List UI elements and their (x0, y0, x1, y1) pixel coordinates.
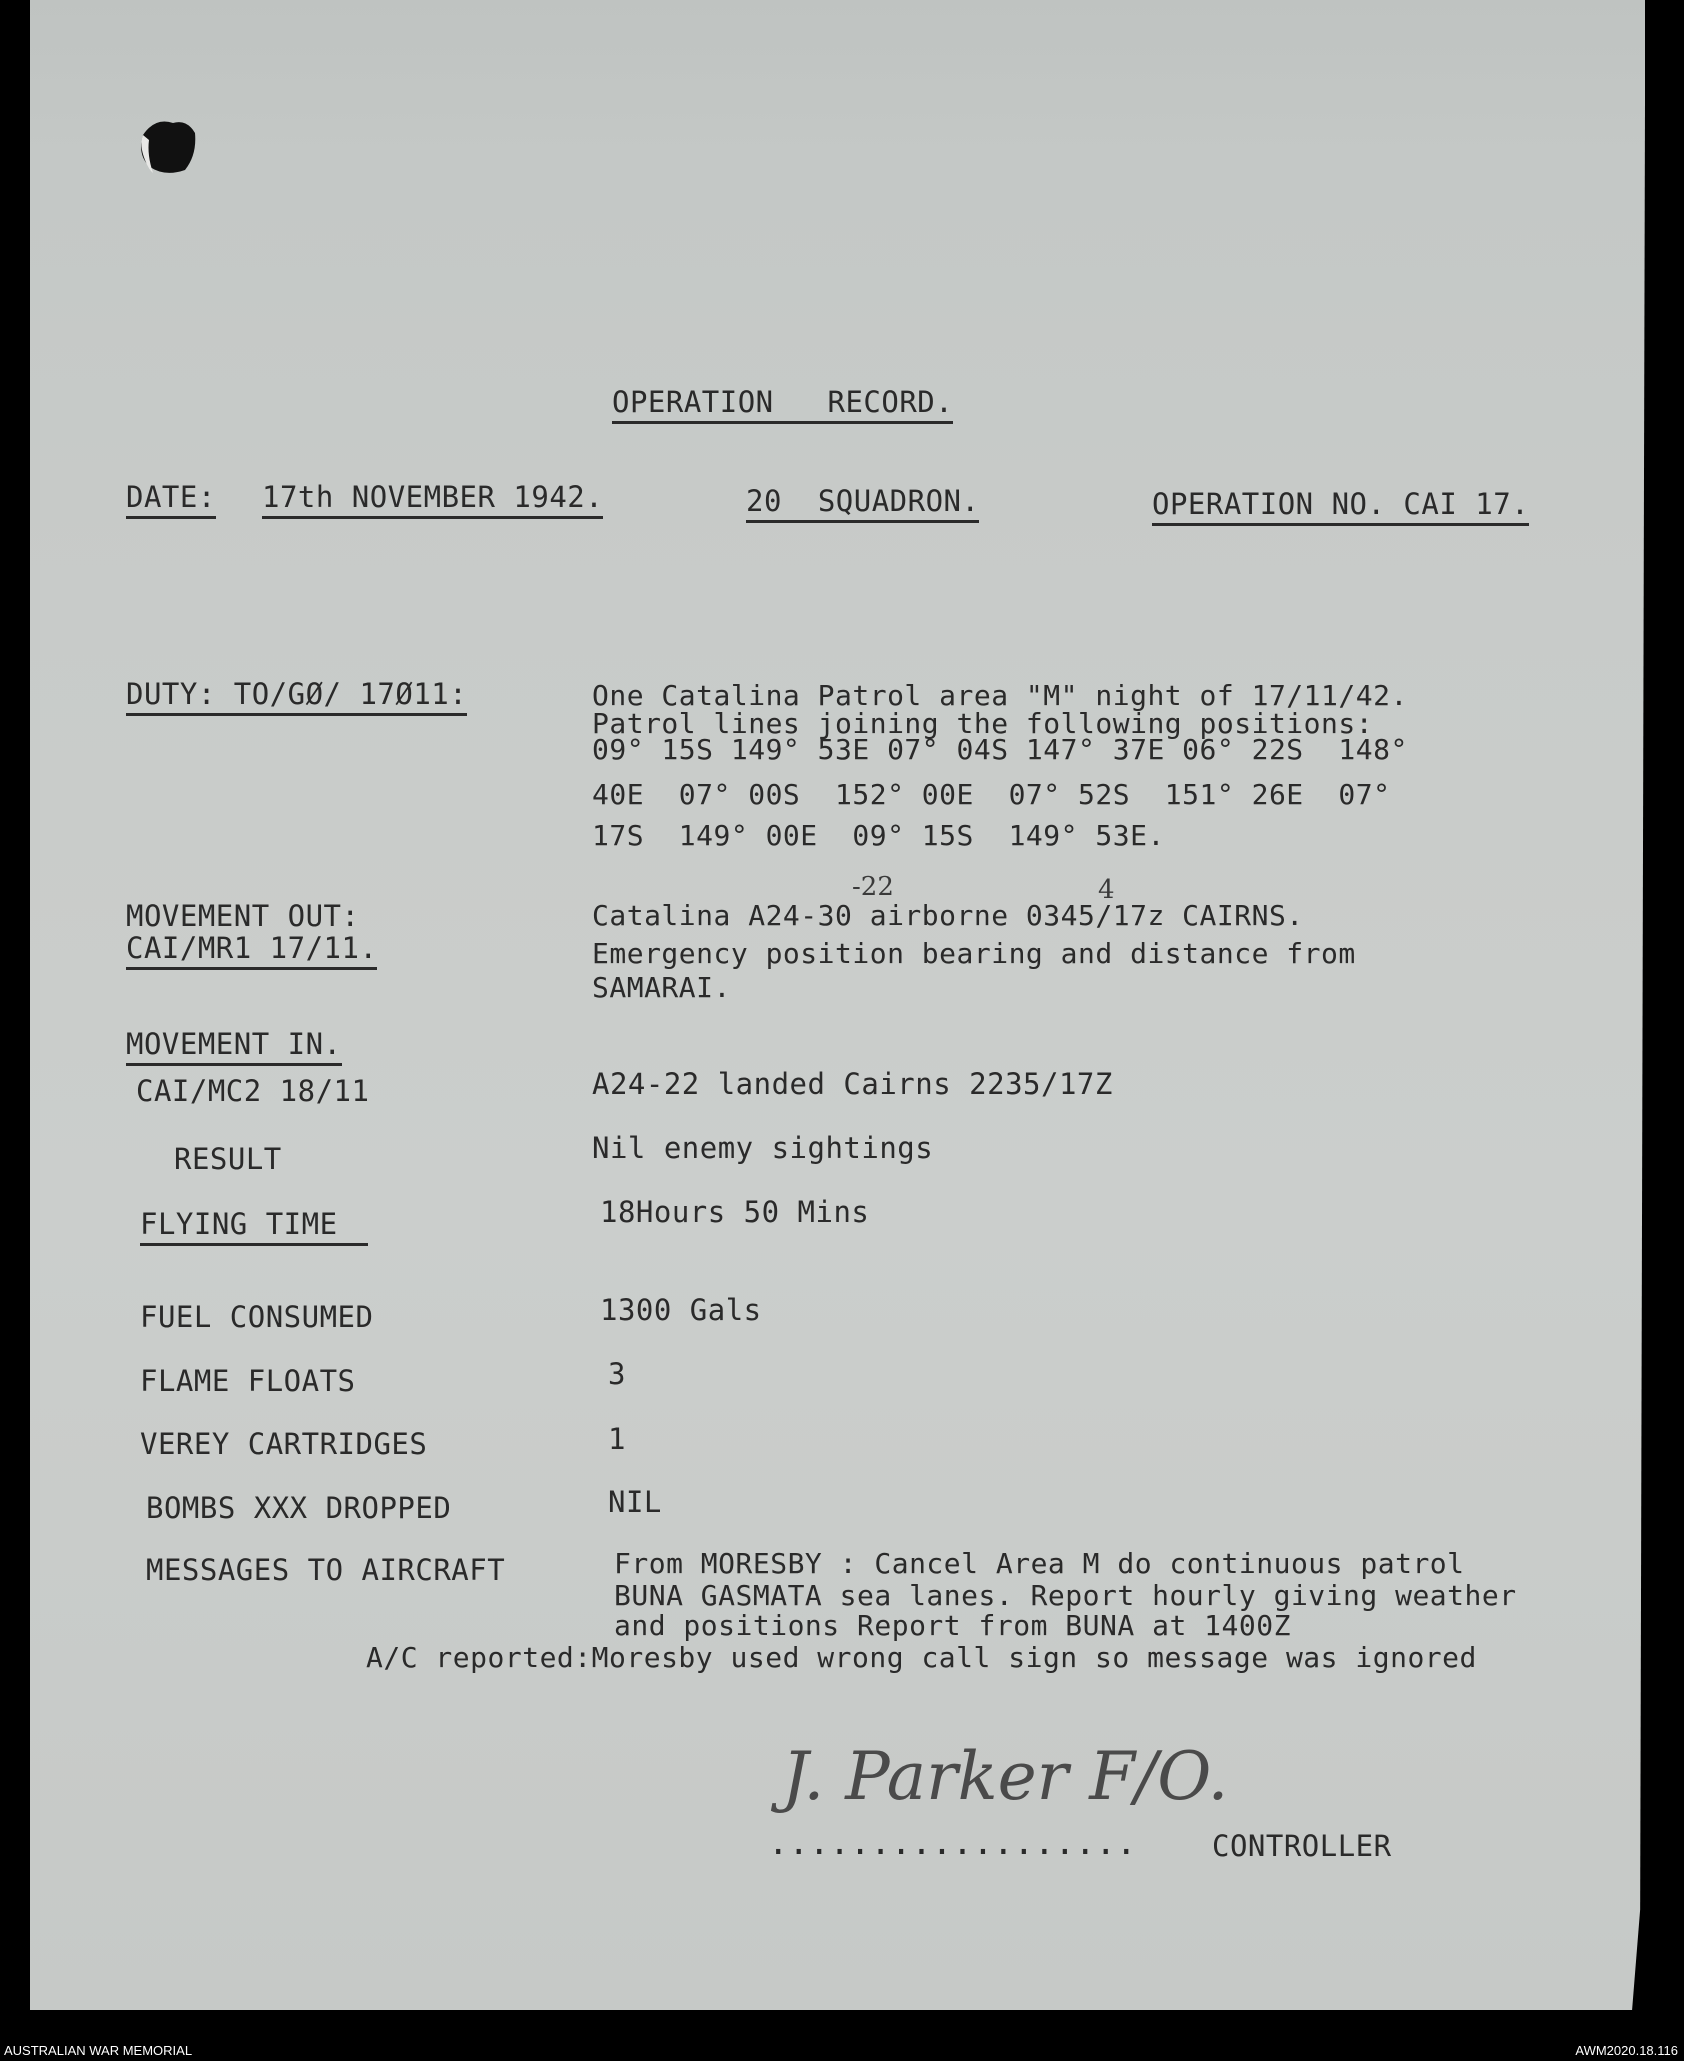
document-title: OPERATION RECORD. (612, 388, 953, 424)
document-page (30, 0, 1645, 2010)
duty-line-4: 40E 07° 00S 152° 00E 07° 52S 151° 26E 07° (592, 778, 1391, 811)
flying-time-label: FLYING TIME (140, 1210, 368, 1246)
bombs-dropped-label: BOMBS XXX DROPPED (146, 1491, 452, 1525)
movement-out-label: MOVEMENT OUT: (126, 899, 360, 933)
flame-floats-value: 3 (608, 1357, 626, 1391)
aircraft-reported-line: A/C reported:Moresby used wrong call sign so message was ignored (366, 1641, 1477, 1674)
messages-line-2: BUNA GASMATA sea lanes. Report hourly giving weather (614, 1579, 1517, 1612)
duty-line-5: 17S 149° 00E 09° 15S 149° 53E. (592, 819, 1165, 852)
squadron: 20 SQUADRON. (746, 487, 979, 523)
torn-hole (135, 115, 200, 180)
handwritten-signature: J. Parker F/O. (782, 1738, 1229, 1815)
verey-cartridges-value: 1 (608, 1422, 626, 1456)
result-label: RESULT (174, 1142, 282, 1176)
footer-institution: AUSTRALIAN WAR MEMORIAL (4, 2043, 193, 2058)
verey-cartridges-label: VEREY CARTRIDGES (140, 1427, 428, 1461)
bombs-dropped-value: NIL (608, 1485, 662, 1519)
movement-in-value: A24-22 landed Cairns 2235/17Z (592, 1067, 1113, 1101)
messages-label: MESSAGES TO AIRCRAFT (146, 1553, 506, 1587)
duty-line-3: 09° 15S 149° 53E 07° 04S 147° 37E 06° 22S 148° (592, 733, 1408, 766)
handwritten-annotation-4: 4 (1098, 875, 1115, 905)
flame-floats-label: FLAME FLOATS (140, 1364, 356, 1398)
messages-line-3: and positions Report from BUNA at 1400Z (614, 1609, 1291, 1642)
handwritten-annotation-22: -22 (852, 872, 894, 902)
movement-in-label: MOVEMENT IN. (126, 1030, 342, 1066)
signature-dots: .................. (768, 1823, 1137, 1863)
messages-line-1: From MORESBY : Cancel Area M do continuous patrol (614, 1547, 1465, 1580)
date-label: DATE: (126, 483, 216, 519)
operation-number: OPERATION NO. CAI 17. (1152, 490, 1529, 526)
flying-time-value: 18Hours 50 Mins (600, 1195, 870, 1229)
movement-out-line-3: SAMARAI. (592, 971, 731, 1004)
duty-line-1: One Catalina Patrol area "M" night of 17/11/42. (592, 679, 1408, 712)
footer-accession-number: AWM2020.18.116 (1575, 2043, 1678, 2058)
movement-out-line-2: Emergency position bearing and distance from (592, 937, 1356, 970)
duty-label: DUTY: TO/GØ/ 17Ø11: (126, 680, 467, 716)
fuel-consumed-label: FUEL CONSUMED (140, 1300, 374, 1334)
fuel-consumed-value: 1300 Gals (600, 1293, 762, 1327)
result-value: Nil enemy sightings (592, 1131, 934, 1165)
movement-out-ref: CAI/MR1 17/11. (126, 934, 377, 970)
movement-in-ref: CAI/MC2 18/11 (136, 1074, 370, 1108)
date-value: 17th NOVEMBER 1942. (262, 483, 603, 519)
duty-line-2: Patrol lines joining the following positions: (592, 707, 1374, 740)
controller-label: CONTROLLER (1212, 1829, 1392, 1863)
movement-out-line-1: Catalina A24-30 airborne 0345/17z CAIRNS. (592, 899, 1304, 932)
